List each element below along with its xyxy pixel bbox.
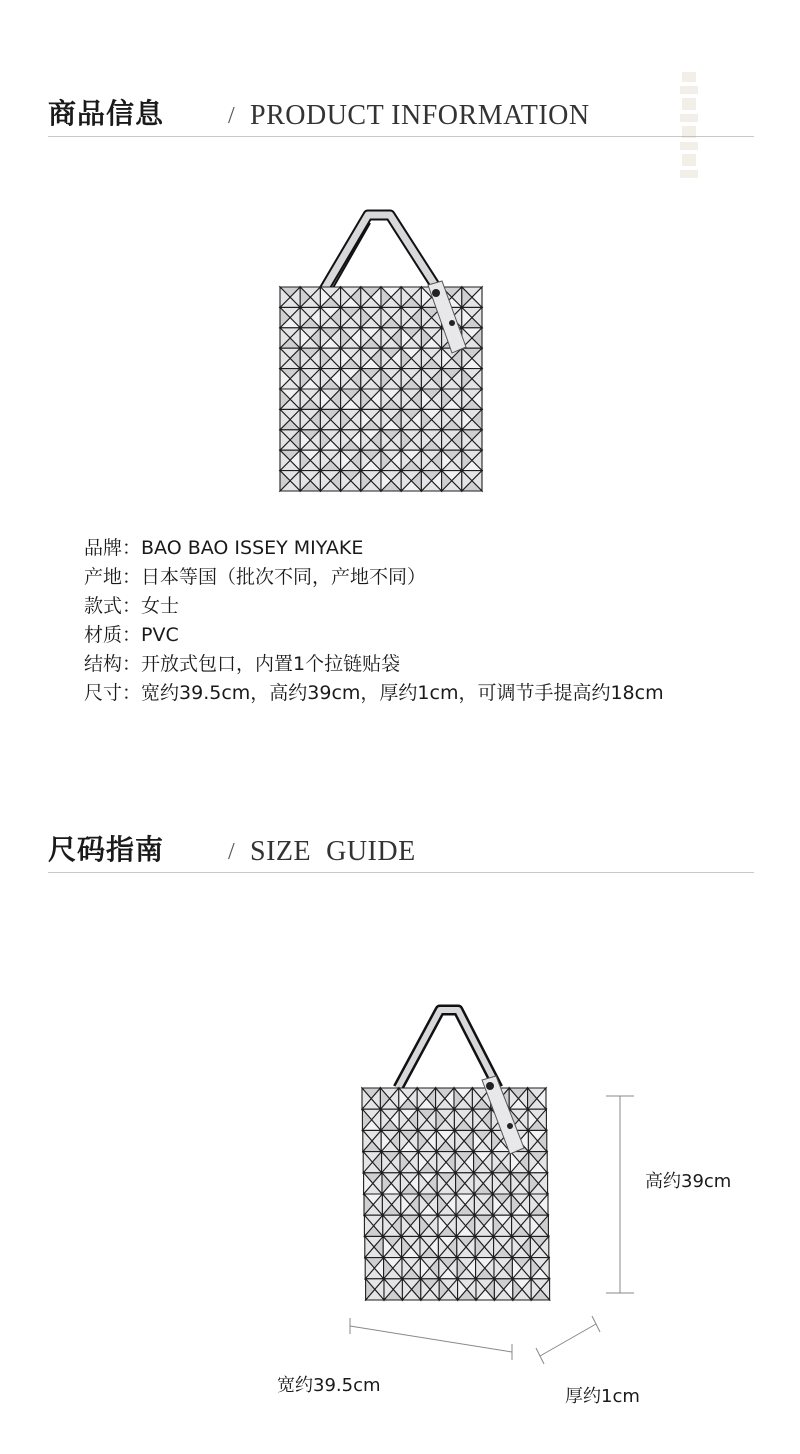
product-info-list: [84, 534, 664, 708]
info-label: 尺寸：: [84, 682, 142, 704]
size-guide-title-en: SIZE GUIDE: [250, 836, 416, 867]
info-row-origin: [84, 563, 664, 592]
product-bag-image: [270, 205, 492, 495]
header-separator: /: [228, 839, 235, 865]
product-info-header: [48, 96, 754, 137]
size-guide-title-cn: 尺码指南: [48, 833, 165, 866]
bag-handles: [398, 1010, 498, 1088]
info-label: 结构：: [84, 653, 142, 675]
header-separator: /: [228, 103, 235, 129]
info-value: 日本等国（批次不同，产地不同）: [141, 566, 427, 588]
product-info-title-cn: 商品信息: [48, 97, 165, 130]
dimension-lines: [340, 1080, 640, 1380]
info-value: BAO BAO ISSEY MIYAKE: [141, 537, 364, 559]
info-label: 款式：: [84, 595, 142, 617]
info-row-material: [84, 621, 664, 650]
depth-dimension-line: [540, 1324, 596, 1356]
bag-handles: [322, 215, 440, 293]
info-row-size: [84, 679, 664, 708]
info-row-structure: [84, 650, 664, 679]
depth-label: 厚约1cm: [565, 1386, 640, 1407]
info-value: 宽约39.5cm，高约39cm，厚约1cm，可调节手提高约18cm: [141, 682, 664, 704]
info-label: 产地：: [84, 566, 142, 588]
info-value: 女士: [141, 595, 180, 617]
info-value: PVC: [141, 624, 179, 646]
height-label: 高约39cm: [645, 1171, 732, 1192]
info-row-style: [84, 592, 664, 621]
info-label: 品牌：: [84, 537, 142, 559]
info-value: 开放式包口，内置1个拉链贴袋: [141, 653, 401, 675]
product-info-title-en: PRODUCT INFORMATION: [250, 100, 590, 131]
width-dimension-line: [350, 1326, 512, 1352]
width-label: 宽约39.5cm: [277, 1375, 381, 1396]
info-row-brand: [84, 534, 664, 563]
size-guide-header: [48, 832, 754, 873]
info-label: 材质：: [84, 624, 142, 646]
watermark-graphic: [674, 70, 704, 180]
